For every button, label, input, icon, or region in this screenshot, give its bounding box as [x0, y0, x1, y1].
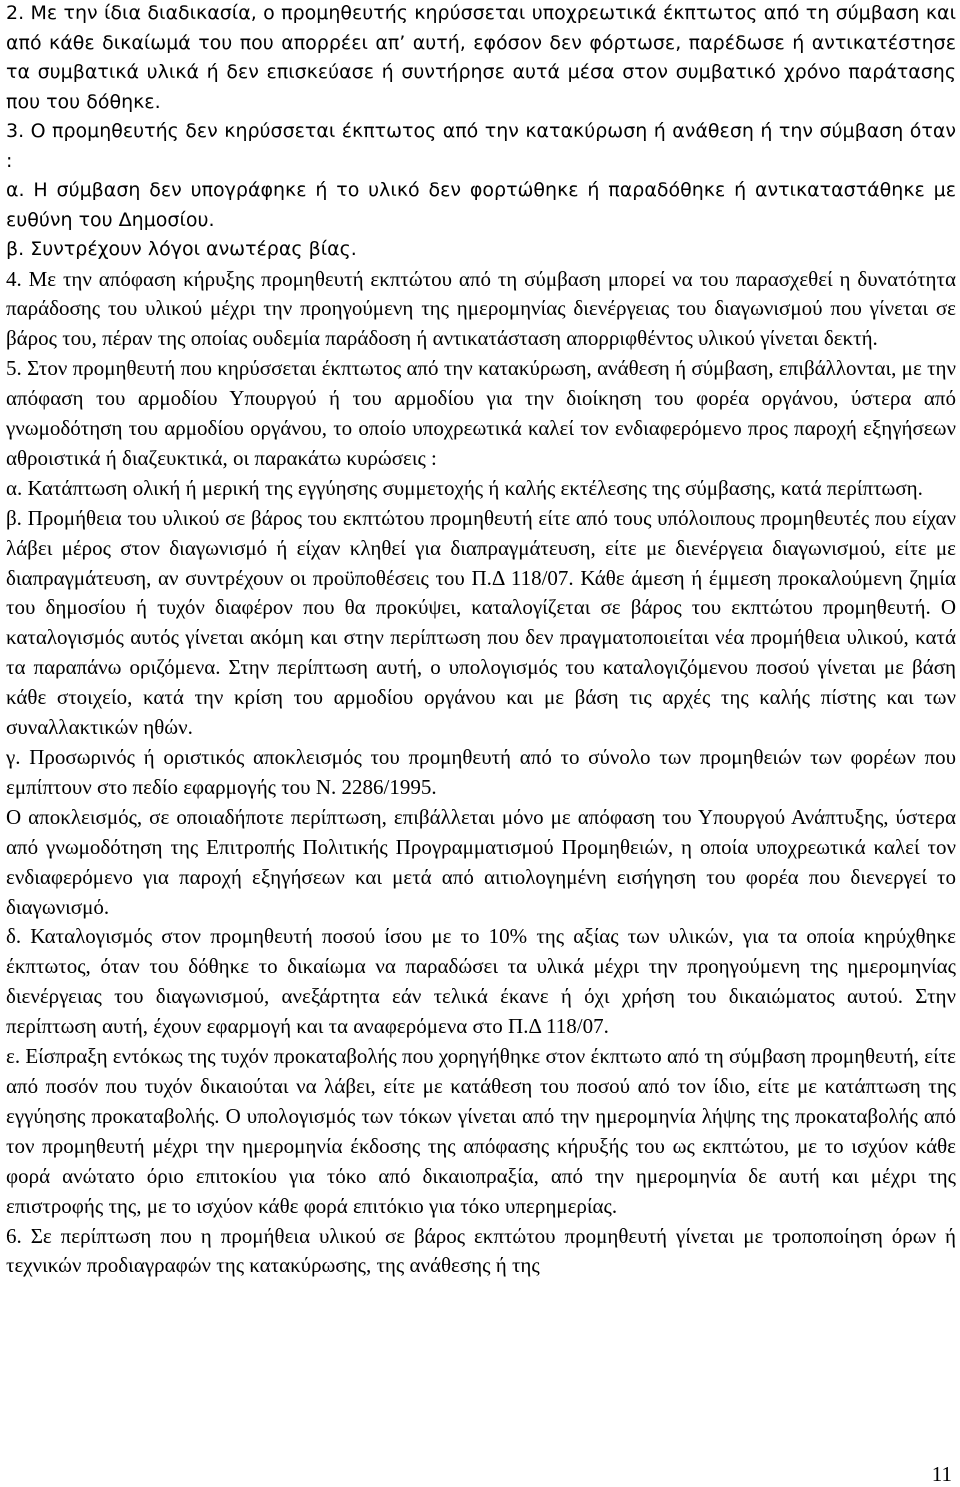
document-page: [6, 0, 956, 1281]
paragraph-exclusion: Ο αποκλεισμός, σε οποιαδήποτε περίπτωση, επιβάλλεται μόνο με απόφαση του Υπουργού Ανάπτυξης, ύστερα από γνωμοδότηση της Επιτροπής Πολιτικής Προγραμματισμού Προμηθειών, η οποία υποχρεωτικά καλεί τον ενδιαφερόμενο για παροχή εξηγήσεων και μετά από αιτιολογημένη εισήγηση του φορέα που διενεργεί το διαγωνισμό.: [6, 804, 956, 919]
intro-section: [6, 0, 956, 265]
body-section: [6, 265, 956, 1282]
paragraph-5-alpha: α. Κατάπτωση ολική ή μερική της εγγύησης συμμετοχής ή καλής εκτέλεσης της σύμβασης, κατά περίπτωση.: [6, 475, 923, 500]
paragraph-4: 4. Με την απόφαση κήρυξης προμηθευτή εκπτώτου από τη σύμβαση μπορεί να του παρασχεθεί η δυνατότητα παράδοσης του υλικού μέχρι την προηγούμενη της ημερομηνίας διενέργειας του διαγωνισμού που γίνεται σε βάρος του, πέραν της οποίας ουδεμία παράδοση ή αντικατάσταση απορριφθέντος υλικού γίνεται δεκτή.: [6, 266, 956, 351]
paragraph-3-beta: β. Συντρέχουν λόγοι ανωτέρας βίας.: [6, 238, 357, 260]
paragraph-2: 2. Με την ίδια διαδικασία, ο προμηθευτής κηρύσσεται υποχρεωτικά έκπτωτος από τη σύμβαση και από κάθε δικαίωμά του που απορρέει απ’ αυτή, εφόσον δεν φόρτωσε, παρέδωσε ή αντικατέστησε τα συμβατικά υλικά ή δεν επισκεύασε ή συντήρησε αυτά μέσα στον συμβατικό χρόνο παράτασης που του δόθηκε.: [6, 2, 956, 113]
paragraph-5: 5. Στον προμηθευτή που κηρύσσεται έκπτωτος από την κατακύρωση, ανάθεση ή σύμβαση, επιβάλλονται, με την απόφαση του αρμοδίου Υπουργού ή του αρμοδίου για την διοίκηση του φορέα οργάνου, ύστερα από γνωμοδότηση του αρμοδίου οργάνου, το οποίο υποχρεωτικά καλεί τον ενδιαφερόμενο προς παροχή εξηγήσεων αθροιστικά ή διαζευκτικά, οι παρακάτω κυρώσεις :: [6, 356, 956, 470]
paragraph-3: 3. Ο προμηθευτής δεν κηρύσσεται έκπτωτος από την κατακύρωση ή ανάθεση ή την σύμβαση όταν :: [6, 120, 956, 172]
paragraph-6: 6. Σε περίπτωση που η προμήθεια υλικού σε βάρος εκπτώτου προμηθευτή γίνεται με τροποποίηση όρων ή τεχνικών προδιαγραφών της κατακύρωσης, της ανάθεσης ή της: [6, 1223, 956, 1278]
paragraph-3-alpha: α. Η σύμβαση δεν υπογράφηκε ή το υλικό δεν φορτώθηκε ή παραδόθηκε ή αντικαταστάθηκε με ευθύνη του Δημοσίου.: [6, 179, 956, 231]
page-number: 11: [931, 1462, 952, 1486]
paragraph-5-gamma: γ. Προσωρινός ή οριστικός αποκλεισμός του προμηθευτή από το σύνολο των προμηθειών των φορέων που εμπίπτουν στο πεδίο εφαρμογής του Ν. 2286/1995.: [6, 745, 956, 799]
paragraph-5-delta: δ. Καταλογισμός στον προμηθευτή ποσού ίσου με το 10% της αξίας των υλικών, για τα οποία κηρύχθηκε έκπτωτος, όταν του δόθηκε το δικαίωμα να παραδώσει τα υλικά μέχρι την προηγούμενη της ημερομηνίας διενέργειας του διαγωνισμού, ανεξάρτητα εάν τελικά έκανε ή όχι χρήση του δικαιώματος αυτού. Στην περίπτωση αυτή, έχουν εφαρμογή και τα αναφερόμενα στο Π.Δ 118/07.: [6, 924, 956, 1039]
paragraph-5-epsilon: ε. Είσπραξη εντόκως της τυχόν προκαταβολής που χορηγήθηκε στον έκπτωτο από τη σύμβαση προμηθευτή, είτε από ποσόν που τυχόν δικαιούται να λάβει, είτε με κατάθεση του ποσού από τον ίδιο, είτε με κατάπτωση της εγγύησης προκαταβολής. Ο υπολογισμός των τόκων γίνεται από την ημερομηνία λήψης της προκαταβολής από τον προμηθευτή μέχρι την ημερομηνία έκδοσης της απόφασης κήρυξής του ως εκπτώτου, με το ισχύον κάθε φορά ανώτατο όριο επιτοκίου για τόκο από δικαιοπραξία, από την ημερομηνία δε αυτή και μέχρι της επιστροφής της, με το ισχύον κάθε φορά επιτόκιο για τόκο υπερημερίας.: [6, 1044, 956, 1218]
paragraph-5-beta: β. Προμήθεια του υλικού σε βάρος του εκπτώτου προμηθευτή είτε από τους υπόλοιπους προμηθευτές που είχαν λάβει μέρος στον διαγωνισμό ή είχαν κληθεί για διαπραγμάτευση, είτε με διενέργεια διαγωνισμού, είτε με διαπραγμάτευση, αν συντρέχουν οι προϋποθέσεις του Π.Δ 118/07. Κάθε άμεση ή έμμεση προκαλούμενη ζημία του δημοσίου ή τυχόν διαφέρον που θα προκύψει, καταλογίζεται σε βάρος του εκπτώτου προμηθευτή. Ο καταλογισμός αυτός γίνεται ακόμη και στην περίπτωση που δεν πραγματοποιείται νέα προμήθεια υλικού, κατά τα παραπάνω οριζόμενα. Στην περίπτωση αυτή, ο υπολογισμός του καταλογιζόμενου ποσού γίνεται με βάση κάθε στοιχείο, κατά την κρίση του αρμοδίου οργάνου και με βάση τις αρχές της καλής πίστης και των συναλλακτικών ηθών.: [6, 505, 956, 740]
